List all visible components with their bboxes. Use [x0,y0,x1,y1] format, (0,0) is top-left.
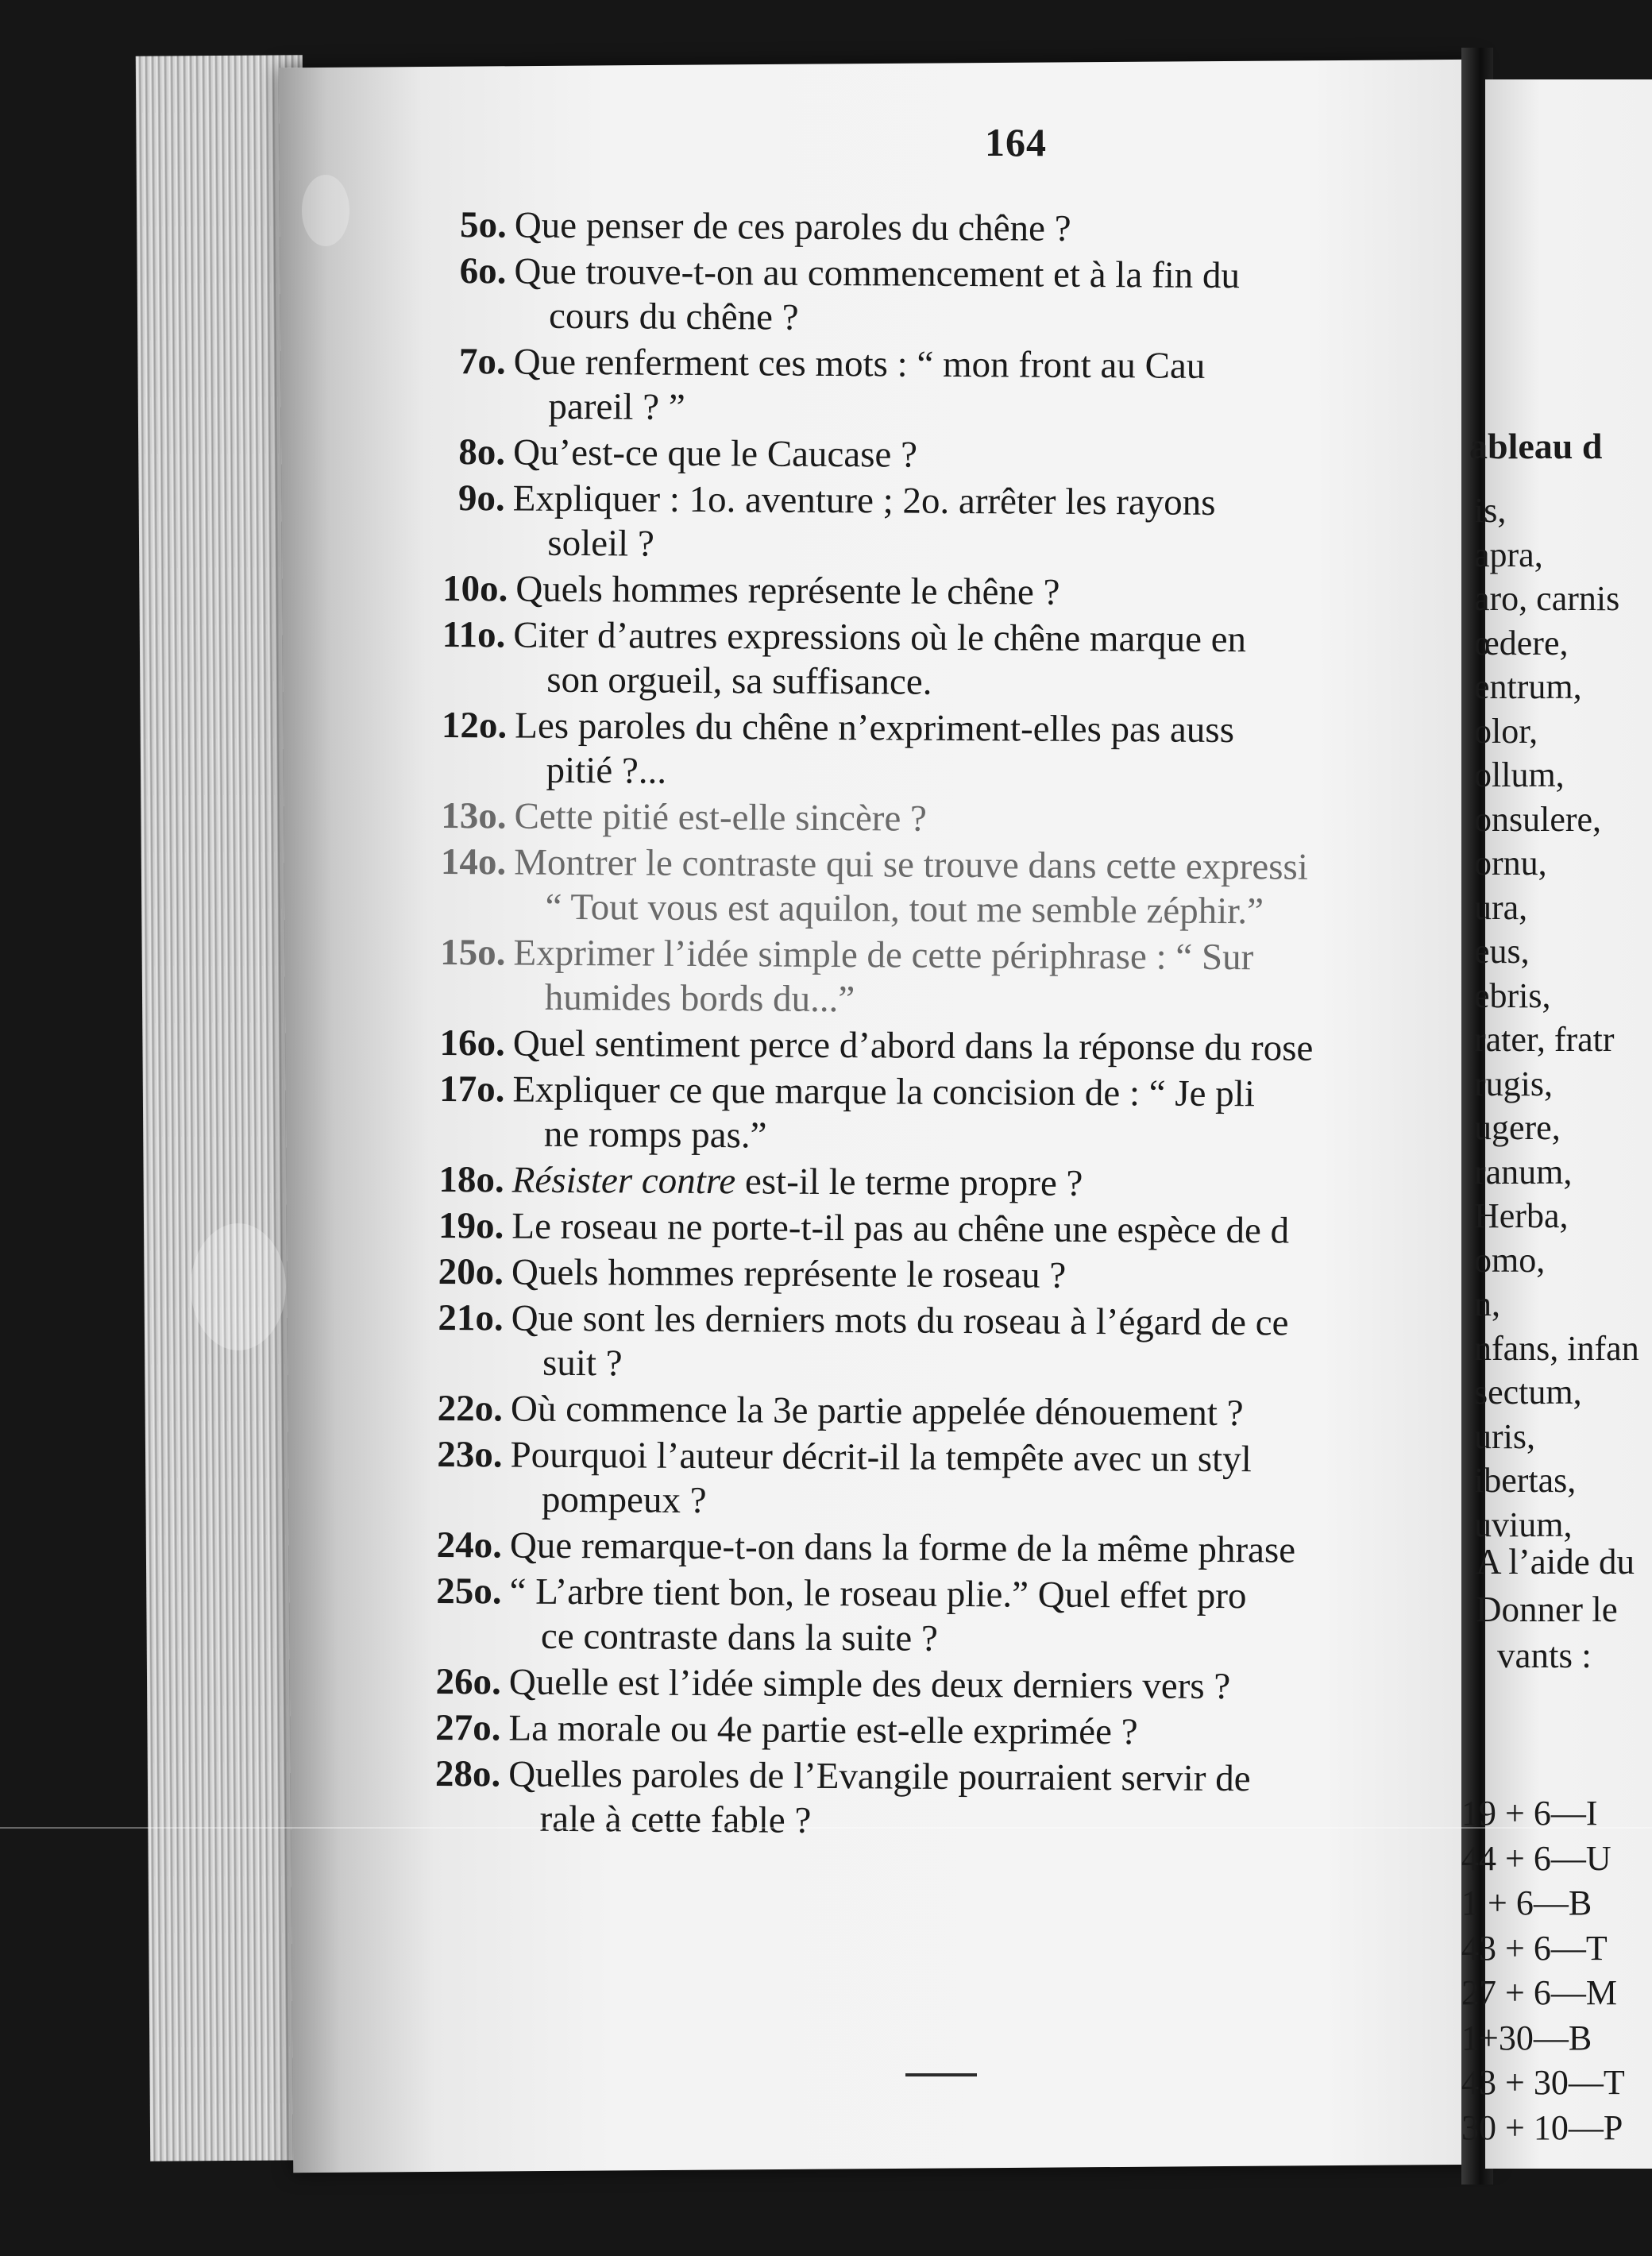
question-continuation-line: cours du chêne ? [548,295,799,338]
question-text: est-il le terme propre ? [735,1161,1083,1204]
right-page-word: œdere, [1474,623,1569,663]
question-text: Que renferment ces mots : “ mon front au Cau [513,341,1206,387]
question-first-line [442,566,1467,617]
question-text: Qu’est-ce que le Caucase ? [512,431,918,476]
question-item [444,249,1469,344]
right-page-word: uris, [1474,1416,1535,1456]
question-first-line [443,430,1468,481]
question-text: “ L’arbre tient bon, le roseau plie.” Quel effet pro [509,1570,1247,1617]
right-page-word: rater, fratr [1474,1020,1615,1059]
right-page-sum: 43 + 30—T [1461,2063,1625,2102]
right-page-title: ableau d [1469,426,1603,466]
question-first-line [437,1432,1461,1483]
question-item [437,1432,1462,1528]
right-page-word: omo, [1474,1240,1546,1280]
question-first-line [437,1523,1461,1574]
question-number: 8o. [458,431,506,473]
question-text: Expliquer : 1o. aventure ; 2o. arrêter les rayons [512,477,1216,523]
question-item [438,1203,1463,1254]
right-page-word: entrum, [1474,667,1582,706]
question-number: 6o. [459,250,507,292]
question-number: 19o. [438,1204,504,1247]
right-page-word: is, [1474,491,1507,530]
question-first-line [442,612,1467,663]
question-first-line [435,1752,1460,1802]
question-text: Quels hommes représente le chêne ? [515,568,1060,613]
right-page-sum: 1 + 6—B [1461,1883,1592,1922]
question-item [441,794,1465,844]
question-continuation-line: ne romps pas.” [543,1113,767,1157]
scan-artifact-line [0,1827,1652,1829]
question-number: 13o. [441,794,507,837]
question-first-line [439,1021,1464,1072]
question-continuation-line: humides bords du...” [544,976,855,1021]
question-first-line [435,1659,1460,1710]
question-item [436,1569,1461,1664]
question-item [438,1157,1463,1208]
question-first-line [443,476,1468,527]
question-item [440,930,1465,1026]
question-first-line [444,339,1469,390]
question-item [437,1523,1461,1574]
question-item [440,840,1465,935]
question-text: Que trouve-t-on au commencement et à la fin du [514,250,1241,297]
question-text: Quel sentiment perce d’abord dans la réponse du rose [512,1022,1314,1069]
question-number: 10o. [442,567,508,610]
question-first-line [435,1706,1460,1756]
question-item [442,476,1468,571]
question-first-line [438,1296,1462,1346]
question-number: 27o. [435,1706,501,1749]
right-page-word: ibertas, [1474,1461,1577,1500]
question-number: 11o. [442,613,506,656]
scan-artifact-spot [302,175,349,246]
question-continuation-line: pareil ? ” [548,385,685,428]
question-number: 7o. [458,341,506,383]
question-text: Où commence la 3e partie appelée dénouement ? [510,1388,1244,1435]
right-page-sum-list [1461,1791,1625,2150]
question-item [441,703,1466,798]
right-page-text-1: A l’aide du [1476,1542,1635,1582]
right-page-word: uvium, [1474,1505,1573,1544]
right-page-word: n, [1474,1284,1500,1323]
question-text: Expliquer ce que marque la concision de : “ Je pli [512,1068,1256,1115]
question-number: 20o. [438,1250,504,1293]
question-first-line [442,703,1466,754]
right-page-sum: 43 + 6—T [1461,1928,1608,1968]
question-first-line [438,1203,1463,1254]
question-continuation-line: son orgueil, sa suffisance. [546,659,932,703]
question-number: 23o. [437,1433,503,1476]
question-item [439,1067,1465,1162]
question-first-line [436,1569,1461,1620]
question-item [442,612,1467,708]
right-page-sum: 27 + 6—M [1461,1973,1617,2012]
question-number: 26o. [435,1660,502,1703]
question-continuation-line: ce contraste dans la suite ? [540,1615,938,1659]
question-item [435,1706,1460,1756]
question-item [438,1296,1463,1391]
right-page-word-list [1474,489,1639,1547]
right-page-word: ebris, [1474,975,1551,1015]
right-page-sum: 19 + 6—I [1461,1794,1598,1833]
right-page-word: rugis, [1474,1064,1553,1103]
scan-artifact-spot [191,1223,286,1350]
question-list [434,203,1469,1848]
question-continuation-line: rale à cette fable ? [539,1798,812,1841]
right-page-word: aro, carnis [1474,579,1620,618]
question-number: 22o. [437,1387,504,1430]
question-continuation-line: pitié ?... [546,749,667,792]
question-first-line [438,1250,1463,1300]
question-text: Pourquoi l’auteur décrit-il la tempête avec un styl [510,1434,1252,1481]
question-item [443,430,1468,481]
right-page-word: ornu, [1474,844,1547,883]
question-number: 21o. [438,1296,504,1339]
question-continuation-line: suit ? [542,1342,623,1385]
question-number: 12o. [441,704,508,747]
right-page-word: sectum, [1474,1373,1582,1412]
question-text: La morale ou 4e partie est-elle exprimée ? [508,1707,1138,1753]
question-number: 5o. [459,204,507,246]
page-end-mark [905,2073,977,2076]
question-text: Quels hommes représente le roseau ? [511,1251,1067,1296]
right-page-word: eus, [1474,932,1530,971]
right-page-sum: 1+30—B [1461,2018,1592,2057]
question-first-line [438,1157,1463,1208]
right-page-word: olor, [1474,711,1538,751]
question-first-line [441,840,1465,890]
question-number: 18o. [438,1158,504,1201]
question-first-line [438,1386,1462,1437]
question-number: 28o. [434,1752,501,1795]
question-continuation-line: soleil ? [547,522,654,565]
question-item [435,1659,1460,1710]
question-first-line [445,203,1469,253]
question-text: Citer d’autres expressions où le chêne marque en [513,614,1247,661]
right-page-word: onsulere, [1474,799,1602,839]
question-number: 9o. [457,477,505,520]
right-page-word: Herba, [1474,1196,1569,1235]
question-first-line [439,1067,1464,1118]
question-continuation-line: pompeux ? [541,1478,707,1522]
question-first-line [441,794,1465,844]
question-text: Les paroles du chêne n’expriment-elles pas auss [515,705,1235,751]
question-number: 17o. [439,1068,505,1111]
question-text: Que remarque-t-on dans la forme de la même phrase [509,1524,1296,1571]
question-first-line [444,249,1469,299]
question-number: 15o. [440,931,506,974]
question-item [443,339,1469,435]
question-number: 25o. [436,1570,502,1613]
question-text: Que sont les derniers mots du roseau à l’égard de ce [511,1297,1289,1344]
question-number: 14o. [440,840,507,883]
question-text: Cette pitié est-elle sincère ? [514,795,928,840]
question-text: Le roseau ne porte-t-il pas au chêne une espèce de d [511,1205,1290,1252]
question-item [434,1752,1460,1847]
right-page-text-3: vants : [1497,1636,1592,1675]
question-number: 24o. [436,1524,503,1566]
question-text: Quelle est l’idée simple des deux derniers vers ? [508,1661,1231,1708]
question-italic-term: Résister contre [511,1159,736,1203]
question-first-line [440,930,1465,981]
right-page-word: ugere, [1474,1108,1561,1147]
right-page-sum: 30 + 10—P [1461,2107,1623,2147]
question-text: Exprimer l’idée simple de cette périphrase : “ Sur [513,932,1254,979]
right-page-word: ura, [1474,887,1528,927]
right-page-text-2: Donner le [1476,1590,1618,1629]
question-text: Quelles paroles de l’Evangile pourraient servir de [508,1753,1251,1800]
right-page-word: nfans, infan [1474,1328,1639,1368]
question-item [445,203,1469,253]
page-number: 164 [985,120,1047,164]
right-page-word: apra, [1474,535,1543,574]
question-text: Montrer le contraste qui se trouve dans cette expressi [514,841,1309,888]
question-text: Que penser de ces paroles du chêne ? [514,204,1071,249]
right-page-word: ranum, [1474,1152,1573,1192]
question-item [438,1250,1463,1300]
question-item [438,1386,1462,1437]
right-page-word: ollum, [1474,755,1565,794]
question-item [439,1021,1464,1072]
question-number: 16o. [439,1022,505,1064]
question-continuation-line: “ Tout vous est aquilon, tout me semble zéphir.” [545,886,1264,933]
right-page-sum: 44 + 6—U [1461,1838,1611,1878]
question-item [442,566,1467,617]
